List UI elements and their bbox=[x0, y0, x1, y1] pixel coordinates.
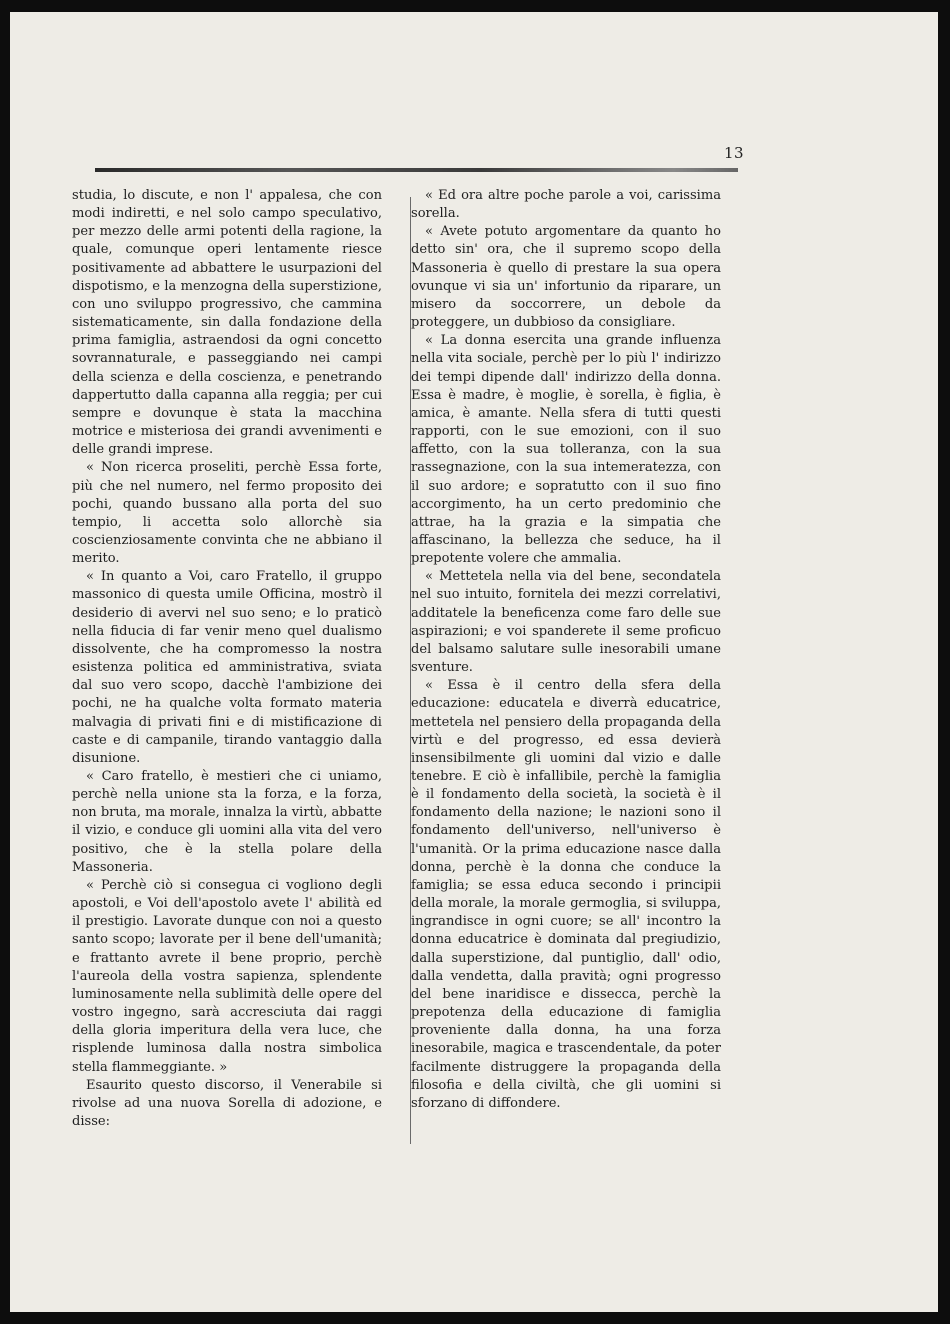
paragraph: « Mettetela nella via del bene, secondatela nel suo intuito, fornitela dei mezzi correlativi, additatele la beneficenza come faro delle sue aspirazioni; e voi spanderete il seme proficuo del balsamo salutare sulle inesorabili umane sventure. bbox=[411, 569, 721, 676]
paragraph: « In quanto a Voi, caro Fratello, il gruppo massonico di questa umile Officina, mostrò il desiderio di avervi nel suo seno; e lo praticò nella fiducia di far venir meno quel dualismo dissolvente, che ha compromesso la nostra esistenza politica ed amministrativa, sviata dal suo vero scopo, dacchè l'ambizione dei pochi, ne ha qualche volta formato materia malvagia di privati fini e di mistificazione di caste e di campanile, tirando vantaggio dalla disunione. bbox=[72, 569, 382, 766]
paragraph: Esaurito questo discorso, il Venerabile si rivolse ad una nuova Sorella di adozione, e disse: bbox=[72, 1077, 382, 1129]
paragraph: « Avete potuto argomentare da quanto ho detto sin' ora, che il supremo scopo della Massoneria è quello di prestare la sua opera ovunque vi sia un' infortunio da riparare, un misero da soccorrere, un debole da proteggere, un dubbioso da consigliare. bbox=[411, 224, 721, 331]
paragraph: studia, lo discute, e non l' appalesa, che con modi indiretti, e nel solo campo speculativo, per mezzo delle armi potenti della ragione, la quale, comunque operi lentamente riesce positivamente ad abbattere le usurpazioni del dispotismo, e la menzogna della superstizione, con uno sviluppo progressivo, che cammina sistematicamente, sin dalla fondazione della prima famiglia, astraendosi da ogni concetto sovrannaturale, e passeggiando nei campi della scienza e della coscienza, e penetrando dappertutto dalla capanna alla reggia; per cui sempre e dovunque è stata la macchina motrice e misteriosa dei grandi avvenimenti e delle grandi imprese. bbox=[72, 188, 382, 458]
paragraph: « Essa è il centro della sfera della educazione: educatela e diverrà educatrice, mettetela nel pensiero della propaganda della virtù e del progresso, ed essa devierà insensibilmente gli uomini dal vizio e dalle tenebre. E ciò è infallibile, perchè la famiglia è il fondamento della società, la società è il fondamento della nazione; le nazioni sono il fondamento dell'universo, nell'universo è l'umanità. Or la prima educazione nasce dalla donna, perchè è la donna che conduce la famiglia; se essa educa secondo i principii della morale, la morale germoglia, si sviluppa, ingrandisce in ogni cuore; se all' incontro la donna educatrice è dominata dal pregiudizio, dalla superstizione, dal puntiglio, dall' odio, dalla vendetta, dalla pravità; ogni progresso del bene inaridisce e dissecca, perchè la prepotenza della educazione di famiglia proveniente dalla donna, ha una forza inesorabile, magica e trascendentale, da poter facilmente distruggere la propaganda della filosofia e della civiltà, che gli uomini si sforzano di diffondere. bbox=[411, 678, 721, 1111]
paragraph: « La donna esercita una grande influenza nella vita sociale, perchè per lo più l' indirizzo dei tempi dipende dall' indirizzo della donna. Essa è madre, è moglie, è sorella, è figlia, è amica, è amante. Nella sfera di tutti questi rapporti, con le sue emozioni, con il suo affetto, con la sua tolleranza, con la sua rassegnazione, con la sua intemeratezza, con il suo ardore; e sopratutto con il suo fino accorgimento, ha un certo predominio che attrae, ha la grazia e la simpatia che affascinano, la bellezza che seduce, ha il prepotente volere che ammalia. bbox=[411, 333, 721, 567]
paragraph: « Perchè ciò si consegua ci vogliono degli apostoli, e Voi dell'apostolo avete l' abilità ed il prestigio. Lavorate dunque con noi a questo santo scopo; lavorate per il bene dell'umanità; e frattanto avrete il bene proprio, perchè l'aureola della vostra sapienza, splendente luminosamente nella sublimità delle opere del vostro ingegno, sarà accresciuta dai raggi della gloria imperitura della vera luce, che risplende luminosa dalla nostra simbolica stella flammeggiante. » bbox=[72, 877, 382, 1075]
header-rule bbox=[95, 168, 738, 172]
left-column bbox=[72, 187, 382, 1131]
right-column bbox=[411, 187, 721, 1113]
paragraph: « Non ricerca proseliti, perchè Essa forte, più che nel numero, nel fermo proposito dei pochi, quando bussano alla porta del suo tempio, li accetta solo allorchè sia coscienziosamente convinta che ne abbiano il merito. bbox=[72, 460, 382, 567]
page-number: 13 bbox=[724, 144, 745, 162]
paragraph: « Caro fratello, è mestieri che ci uniamo, perchè nella unione sta la forza, e la forza, non bruta, ma morale, innalza la virtù, abbatte il vizio, e conduce gli uomini alla vita del vero positivo, che è la stella polare della Massoneria. bbox=[72, 769, 382, 875]
paragraph: « Ed ora altre poche parole a voi, carissima sorella. bbox=[411, 188, 721, 222]
